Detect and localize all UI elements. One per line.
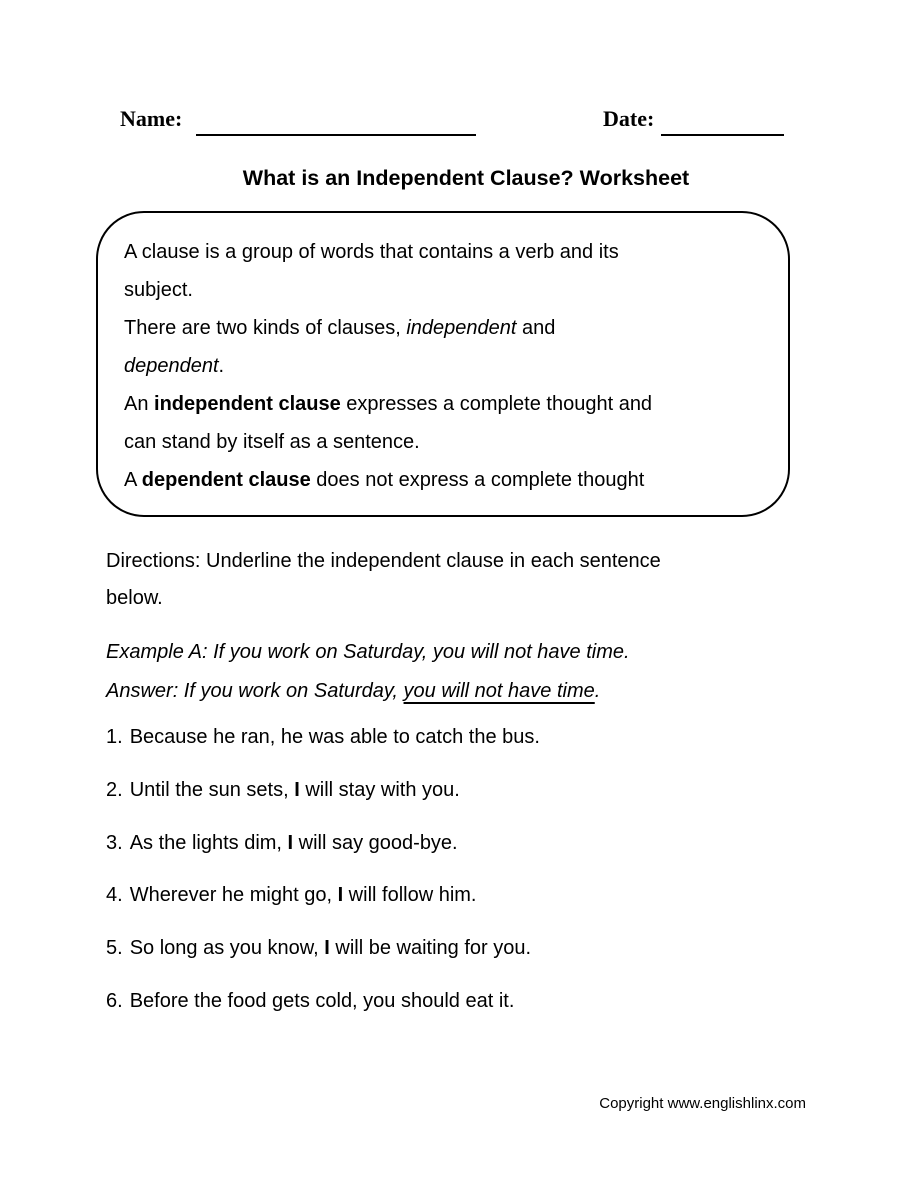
- question-list: [106, 725, 540, 1042]
- text-segment: will say good-bye.: [293, 831, 458, 854]
- question-rows: [106, 725, 540, 1042]
- question-number: 6.: [106, 989, 123, 1012]
- question-item: [106, 725, 540, 778]
- text-segment: A clause is a group of words that contains a verb and its: [124, 241, 619, 263]
- text-segment: independent: [406, 317, 517, 339]
- directions-line: below.: [106, 587, 163, 609]
- definition-box: [96, 211, 790, 517]
- name-blank-line: [196, 110, 476, 136]
- definition-box-line: [124, 271, 768, 309]
- question-item: [106, 831, 540, 884]
- text-segment: I: [324, 937, 330, 960]
- text-segment: expresses a complete thought and: [340, 393, 653, 415]
- directions-line: Directions: Underline the independent clause in each sentence: [106, 550, 661, 572]
- text-segment: independent clause: [154, 393, 341, 415]
- definition-box-line: [124, 385, 768, 423]
- definition-box-content: [124, 233, 768, 499]
- text-segment: There are two kinds of clauses,: [124, 317, 407, 339]
- definition-box-line: [124, 461, 768, 499]
- date-blank-line: [661, 110, 784, 136]
- text-segment: Before the food gets cold, you should eat it.: [129, 989, 515, 1012]
- text-segment: Because he ran, he was able to catch the bus.: [129, 726, 540, 748]
- definition-box-line: [124, 423, 768, 461]
- example-lines: [106, 633, 630, 711]
- text-segment: I: [294, 778, 300, 801]
- directions-block: [106, 543, 661, 617]
- definition-box-line: [124, 309, 768, 347]
- text-segment: As the lights dim,: [129, 831, 288, 854]
- definition-box-line: [124, 347, 768, 385]
- text-segment: Wherever he might go,: [129, 884, 338, 907]
- name-label: Name:: [120, 106, 183, 131]
- question-number: 3.: [106, 831, 123, 854]
- text-segment: does not express a complete thought: [310, 469, 645, 491]
- text-segment: will be waiting for you.: [329, 937, 532, 960]
- definition-box-line: [124, 233, 768, 271]
- text-segment: .: [218, 355, 225, 377]
- question-item: [106, 989, 540, 1042]
- date-label: Date:: [603, 106, 655, 131]
- text-segment: Answer: If you work on Saturday,: [106, 680, 404, 702]
- text-segment: dependent clause: [141, 469, 311, 491]
- question-item: [106, 936, 540, 989]
- question-number: 5.: [106, 937, 123, 960]
- text-segment: subject.: [124, 279, 193, 301]
- example-block: [106, 633, 630, 711]
- example-line: [106, 633, 630, 672]
- question-number: 4.: [106, 884, 123, 907]
- text-segment: will follow him.: [343, 884, 477, 907]
- worksheet-title: What is an Independent Clause? Worksheet: [242, 166, 690, 190]
- text-segment: I: [287, 831, 294, 854]
- question-number: 1.: [106, 726, 123, 748]
- text-segment: Example A: If you work on Saturday, you will not have time.: [106, 641, 630, 663]
- text-segment: An: [124, 393, 155, 415]
- text-segment: can stand by itself as a sentence.: [124, 431, 420, 453]
- text-segment: and: [516, 317, 556, 339]
- question-item: [106, 778, 540, 831]
- example-line: [106, 672, 630, 711]
- text-segment: you will not have time: [403, 680, 595, 702]
- text-segment: A: [124, 469, 142, 491]
- text-segment: .: [594, 680, 601, 702]
- question-item: [106, 883, 540, 936]
- text-segment: Until the sun sets,: [129, 778, 295, 801]
- question-number: 2.: [106, 778, 123, 801]
- text-segment: will stay with you.: [299, 778, 460, 801]
- copyright-text: Copyright www.englishlinx.com: [599, 1095, 806, 1112]
- text-segment: So long as you know,: [129, 937, 325, 960]
- text-segment: dependent: [124, 355, 219, 377]
- text-segment: I: [337, 884, 344, 907]
